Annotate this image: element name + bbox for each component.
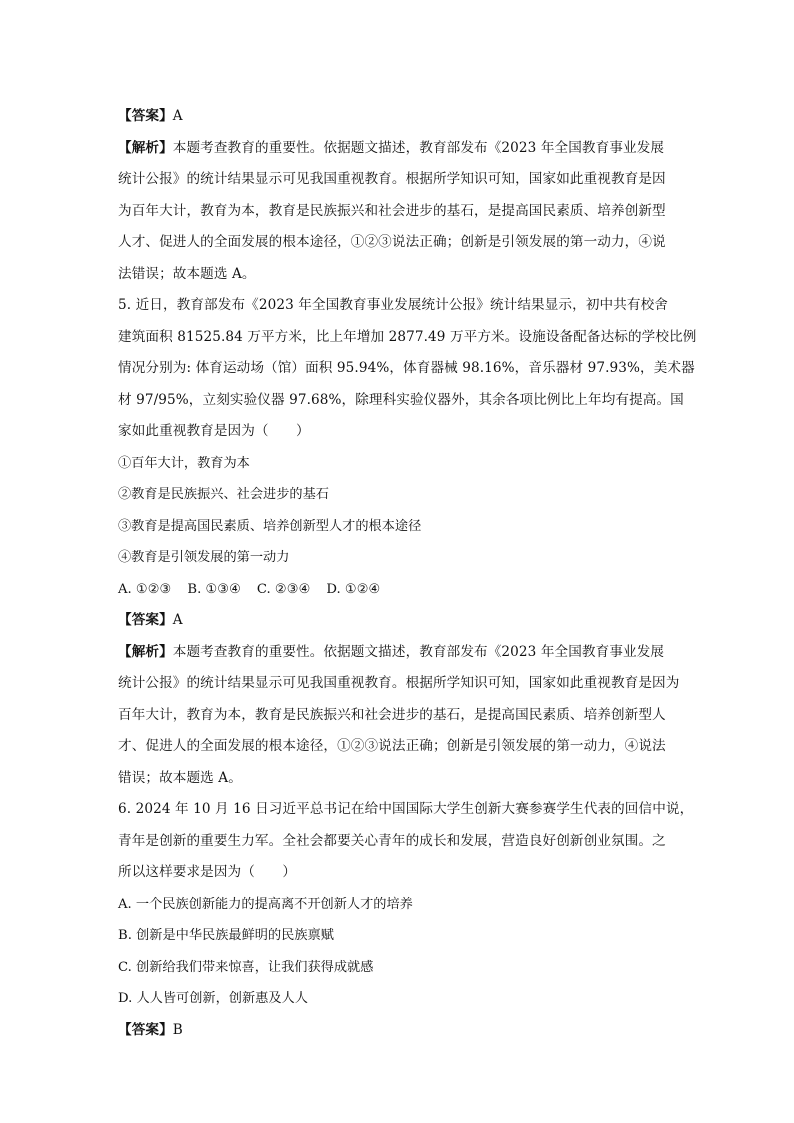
q5-answer bbox=[118, 605, 678, 637]
answer-value: B bbox=[172, 1021, 183, 1038]
q4-analysis-line: 法错误；故本题选 A。 bbox=[118, 265, 256, 282]
q5-analysis-line bbox=[118, 637, 678, 669]
q6-option-c: C. 创新给我们带来惊喜，让我们获得成就感 bbox=[118, 959, 374, 975]
q4-analysis-line: 为百年大计，教育为本，教育是民族振兴和社会进步的基石，是提高国民素质、培养创新型 bbox=[118, 202, 666, 219]
answer-tag: 【答案】 bbox=[118, 108, 173, 124]
analysis-tag: 【解析】 bbox=[118, 139, 173, 156]
page-content bbox=[118, 101, 697, 1046]
q5-statement: ②教育是民族振兴、社会进步的基石 bbox=[118, 487, 329, 502]
option-d: D. ①②④ bbox=[326, 581, 381, 597]
q6-option-d: D. 人人皆可创新，创新惠及人人 bbox=[118, 991, 308, 1006]
option-c: C. ②③④ bbox=[256, 581, 311, 597]
q4-analysis-line: 统计公报》的统计结果显示可见我国重视教育。根据所学知识可知，国家如此重视教育是因 bbox=[118, 171, 666, 187]
q6-answer bbox=[118, 1015, 678, 1047]
q5-options bbox=[118, 574, 678, 606]
answer-tag: 【答案】 bbox=[118, 612, 173, 628]
q6-option-a: A. 一个民族创新能力的提高离不开创新人才的培养 bbox=[118, 896, 413, 912]
analysis-text: 本题考查教育的重要性。依据题文描述，教育部发布《2023 年全国教育事业发展 bbox=[172, 139, 665, 156]
q5-stem-line: 5. 近日，教育部发布《2023 年全国教育事业发展统计公报》统计结果显示，初中共有校舍 bbox=[118, 297, 668, 313]
q5-stem-line: 材 97/95%，立刻实验仪器 97.68%，除理科实验仪器外，其余各项比例比上年均有提高。国 bbox=[118, 391, 684, 408]
q5-analysis-line: 百年大计，教育为本，教育是民族振兴和社会进步的基石，是提高国民素质、培养创新型人 bbox=[118, 706, 666, 723]
analysis-tag: 【解析】 bbox=[118, 643, 173, 660]
answer-value: A bbox=[172, 108, 183, 124]
q5-stem-line: 建筑面积 81525.84 万平方米，比上年增加 2877.49 万平方米。设施设备配备达标的学校比例 bbox=[118, 328, 697, 345]
q5-statement: ①百年大计，教育为本 bbox=[118, 455, 250, 471]
q5-analysis-line: 错误；故本题选 A。 bbox=[118, 769, 242, 786]
analysis-text: 本题考查教育的重要性。依据题文描述，教育部发布《2023 年全国教育事业发展 bbox=[172, 643, 665, 660]
q6-option-b: B. 创新是中华民族最鲜明的民族禀赋 bbox=[118, 928, 334, 943]
answer-tag: 【答案】 bbox=[118, 1021, 173, 1038]
answer-value: A bbox=[172, 612, 183, 628]
q4-answer bbox=[118, 101, 678, 133]
q5-statement: ③教育是提高国民素质、培养创新型人才的根本途径 bbox=[118, 518, 422, 534]
option-a: A. ①②③ bbox=[118, 581, 172, 597]
q5-statement: ④教育是引领发展的第一动力 bbox=[118, 550, 290, 565]
q6-stem-line: 青年是创新的重要生力军。全社会都要关心青年的成长和发展，营造良好创新创业氛围。之 bbox=[118, 832, 666, 849]
q6-stem-line: 6. 2024 年 10 月 16 日习近平总书记在给中国国际大学生创新大赛参赛学生代表的回信中说， bbox=[118, 801, 694, 817]
q4-analysis-line bbox=[118, 133, 678, 165]
q5-analysis-line: 统计公报》的统计结果显示可见我国重视教育。根据所学知识可知，国家如此重视教育是因为 bbox=[118, 675, 680, 691]
q5-analysis-line: 才、促进人的全面发展的根本途径，①②③说法正确；创新是引领发展的第一动力，④说法 bbox=[118, 738, 666, 754]
option-b: B. ①③④ bbox=[187, 581, 241, 597]
q6-stem-line: 所以这样要求是因为（ ） bbox=[118, 864, 297, 880]
q5-stem-line: 情况分别为: 体育运动场（馆）面积 95.94%，体育器械 98.16%，音乐器材 97.93%，美术器 bbox=[118, 360, 695, 376]
q4-analysis-line: 人才、促进人的全面发展的根本途径，①②③说法正确；创新是引领发展的第一动力，④说 bbox=[118, 234, 666, 250]
q5-stem-line: 家如此重视教育是因为（ ） bbox=[118, 423, 310, 439]
